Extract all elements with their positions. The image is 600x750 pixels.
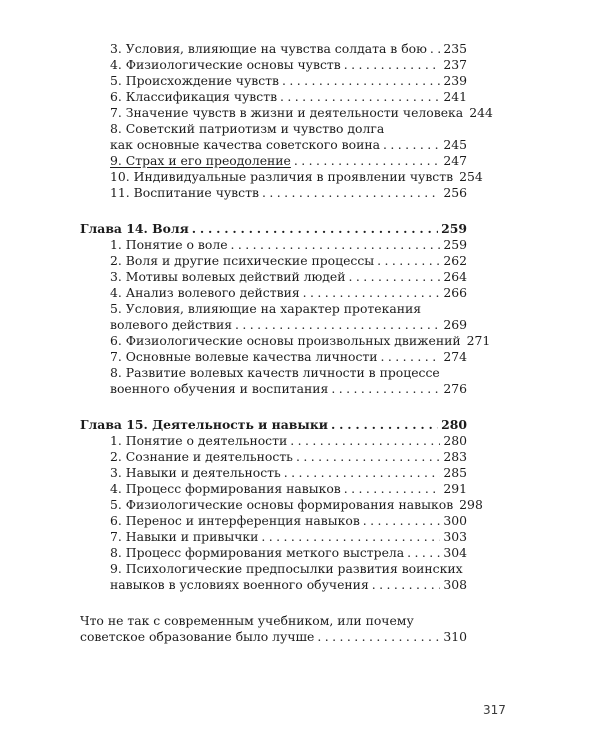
toc-entry-page: 274 bbox=[443, 349, 467, 364]
toc-entry bbox=[80, 481, 467, 497]
toc-entry bbox=[80, 153, 467, 169]
toc-entry bbox=[80, 433, 467, 449]
toc-leader-dots bbox=[303, 285, 441, 301]
toc-leader-dots bbox=[317, 629, 440, 645]
toc-leader-dots bbox=[231, 237, 441, 253]
toc-entry-page: 310 bbox=[443, 629, 467, 644]
toc-entry-title: 8. Развитие волевых качеств личности в процессе bbox=[110, 365, 440, 380]
toc-entry-first-line bbox=[80, 301, 467, 317]
chapter-heading bbox=[80, 221, 467, 237]
toc-entry bbox=[80, 545, 467, 561]
toc-entry-page: 264 bbox=[443, 269, 467, 284]
toc-leader-dots bbox=[381, 349, 441, 365]
toc-entry bbox=[80, 89, 467, 105]
toc-entry bbox=[80, 317, 467, 333]
toc-entry bbox=[80, 381, 467, 397]
chapter-title: Глава 15. Деятельность и навыки bbox=[80, 417, 328, 432]
chapter-page: 280 bbox=[441, 417, 467, 432]
toc-leader-dots bbox=[282, 73, 440, 89]
toc-entry-page: 247 bbox=[443, 153, 467, 168]
toc-entry-title: Что не так с современным учебником, или почему bbox=[80, 613, 414, 628]
toc-entry bbox=[80, 253, 467, 269]
toc-leader-dots bbox=[261, 529, 440, 545]
toc-entry bbox=[80, 629, 467, 645]
toc-leader-dots bbox=[407, 545, 440, 561]
toc-leader-dots bbox=[280, 89, 440, 105]
toc-entry-page: 291 bbox=[443, 481, 467, 496]
toc-entry-title: 3. Мотивы волевых действий людей bbox=[110, 269, 346, 284]
toc-leader-dots bbox=[331, 417, 438, 433]
toc-entry-title: 8. Процесс формирования меткого выстрела bbox=[110, 545, 405, 560]
toc-entry-first-line bbox=[80, 365, 467, 381]
toc-entry-title: 9. Психологические предпосылки развития воинских bbox=[110, 561, 463, 576]
toc-entry-title: как основные качества советского воина bbox=[110, 137, 380, 152]
toc-entry-title: 7. Навыки и привычки bbox=[110, 529, 259, 544]
toc-entry-page: 304 bbox=[443, 545, 467, 560]
toc-entry-title: 4. Анализ волевого действия bbox=[110, 285, 300, 300]
toc-entry-title: 11. Воспитание чувств bbox=[110, 185, 259, 200]
toc-entry-page: 256 bbox=[443, 185, 467, 200]
toc-leader-dots bbox=[192, 221, 438, 237]
toc-leader-dots bbox=[294, 153, 440, 169]
toc-leader-dots bbox=[344, 481, 441, 497]
toc-entry-page: 300 bbox=[443, 513, 467, 528]
toc-entry bbox=[80, 41, 467, 57]
page-number: 317 bbox=[483, 703, 506, 717]
toc-entry-title: 8. Советский патриотизм и чувство долга bbox=[110, 121, 385, 136]
toc-leader-dots bbox=[349, 269, 441, 285]
toc-entry bbox=[80, 185, 467, 201]
toc-entry-title: 4. Физиологические основы чувств bbox=[110, 57, 341, 72]
chapter-title: Глава 14. Воля bbox=[80, 221, 189, 236]
toc-entry bbox=[80, 449, 467, 465]
toc-entry-title: 6. Классификация чувств bbox=[110, 89, 278, 104]
toc-entry-title: 5. Происхождение чувств bbox=[110, 73, 279, 88]
table-of-contents bbox=[80, 41, 493, 645]
toc-entry-title: 4. Процесс формирования навыков bbox=[110, 481, 341, 496]
toc-entry-title: военного обучения и воспитания bbox=[110, 381, 329, 396]
toc-entry-page: 235 bbox=[443, 41, 467, 56]
toc-entry-page: 239 bbox=[443, 73, 467, 88]
toc-entry bbox=[80, 333, 491, 349]
toc-entry bbox=[80, 137, 467, 153]
toc-entry-first-line bbox=[80, 561, 467, 577]
toc-entry bbox=[80, 169, 483, 185]
toc-entry-title: 7. Основные волевые качества личности bbox=[110, 349, 378, 364]
toc-entry bbox=[80, 285, 467, 301]
toc-entry-title: 6. Физиологические основы произвольных движений bbox=[110, 333, 461, 348]
toc-entry bbox=[80, 529, 467, 545]
toc-entry-title: 2. Воля и другие психические процессы bbox=[110, 253, 375, 268]
toc-entry bbox=[80, 349, 467, 365]
toc-entry-title: 3. Условия, влияющие на чувства солдата в бою bbox=[110, 41, 427, 56]
toc-entry bbox=[80, 465, 467, 481]
toc-entry-title: 5. Условия, влияющие на характер протекания bbox=[110, 301, 422, 316]
toc-entry bbox=[80, 513, 467, 529]
toc-entry-page: 262 bbox=[443, 253, 467, 268]
toc-entry-title: навыков в условиях военного обучения bbox=[110, 577, 369, 592]
toc-entry-page: 254 bbox=[459, 169, 483, 184]
toc-entry-page: 276 bbox=[443, 381, 467, 396]
toc-entry bbox=[80, 57, 467, 73]
toc-leader-dots bbox=[284, 465, 441, 481]
toc-leader-dots bbox=[235, 317, 440, 333]
toc-entry-page: 308 bbox=[443, 577, 467, 592]
toc-entry bbox=[80, 237, 467, 253]
toc-entry-title: 1. Понятие о деятельности bbox=[110, 433, 288, 448]
toc-entry-title: 6. Перенос и интерференция навыков bbox=[110, 513, 360, 528]
toc-entry-title: 1. Понятие о воле bbox=[110, 237, 228, 252]
toc-entry-page: 266 bbox=[443, 285, 467, 300]
toc-entry-first-line bbox=[80, 121, 467, 137]
toc-leader-dots bbox=[262, 185, 440, 201]
toc-entry-first-line bbox=[80, 613, 467, 629]
toc-entry-page: 269 bbox=[443, 317, 467, 332]
toc-entry bbox=[80, 269, 467, 285]
toc-entry bbox=[80, 73, 467, 89]
toc-entry-page: 237 bbox=[443, 57, 467, 72]
chapter-heading bbox=[80, 417, 467, 433]
toc-entry-page: 245 bbox=[443, 137, 467, 152]
toc-entry-page: 285 bbox=[443, 465, 467, 480]
toc-entry bbox=[80, 105, 493, 121]
toc-entry-page: 244 bbox=[469, 105, 493, 120]
toc-entry-page: 271 bbox=[466, 333, 491, 348]
toc-entry-title: 10. Индивидуальные различия в проявлении чувств bbox=[110, 169, 454, 184]
chapter-page: 259 bbox=[441, 221, 467, 236]
toc-entry-title: 5. Физиологические основы формирования навыков bbox=[110, 497, 454, 512]
toc-entry-page: 283 bbox=[443, 449, 467, 464]
toc-leader-dots bbox=[344, 57, 441, 73]
toc-entry-page: 303 bbox=[443, 529, 467, 544]
toc-entry-page: 259 bbox=[443, 237, 467, 252]
toc-entry-title: 3. Навыки и деятельность bbox=[110, 465, 281, 480]
toc-leader-dots bbox=[290, 433, 440, 449]
toc-leader-dots bbox=[372, 577, 441, 593]
toc-leader-dots bbox=[377, 253, 440, 269]
toc-leader-dots bbox=[296, 449, 440, 465]
toc-entry-title: 2. Сознание и деятельность bbox=[110, 449, 293, 464]
toc-leader-dots bbox=[430, 41, 440, 57]
toc-entry bbox=[80, 577, 467, 593]
toc-entry-page: 298 bbox=[459, 497, 483, 512]
toc-entry-title: советское образование было лучше bbox=[80, 629, 315, 644]
toc-entry-page: 241 bbox=[443, 89, 467, 104]
toc-leader-dots bbox=[363, 513, 441, 529]
toc-entry bbox=[80, 497, 483, 513]
toc-leader-dots bbox=[331, 381, 440, 397]
toc-leader-dots bbox=[383, 137, 440, 153]
toc-entry-title: 7. Значение чувств в жизни и деятельности человека bbox=[110, 105, 464, 120]
toc-entry-title: 9. Страх и его преодоление bbox=[110, 153, 291, 168]
toc-entry-title: волевого действия bbox=[110, 317, 233, 332]
toc-entry-page: 280 bbox=[443, 433, 467, 448]
